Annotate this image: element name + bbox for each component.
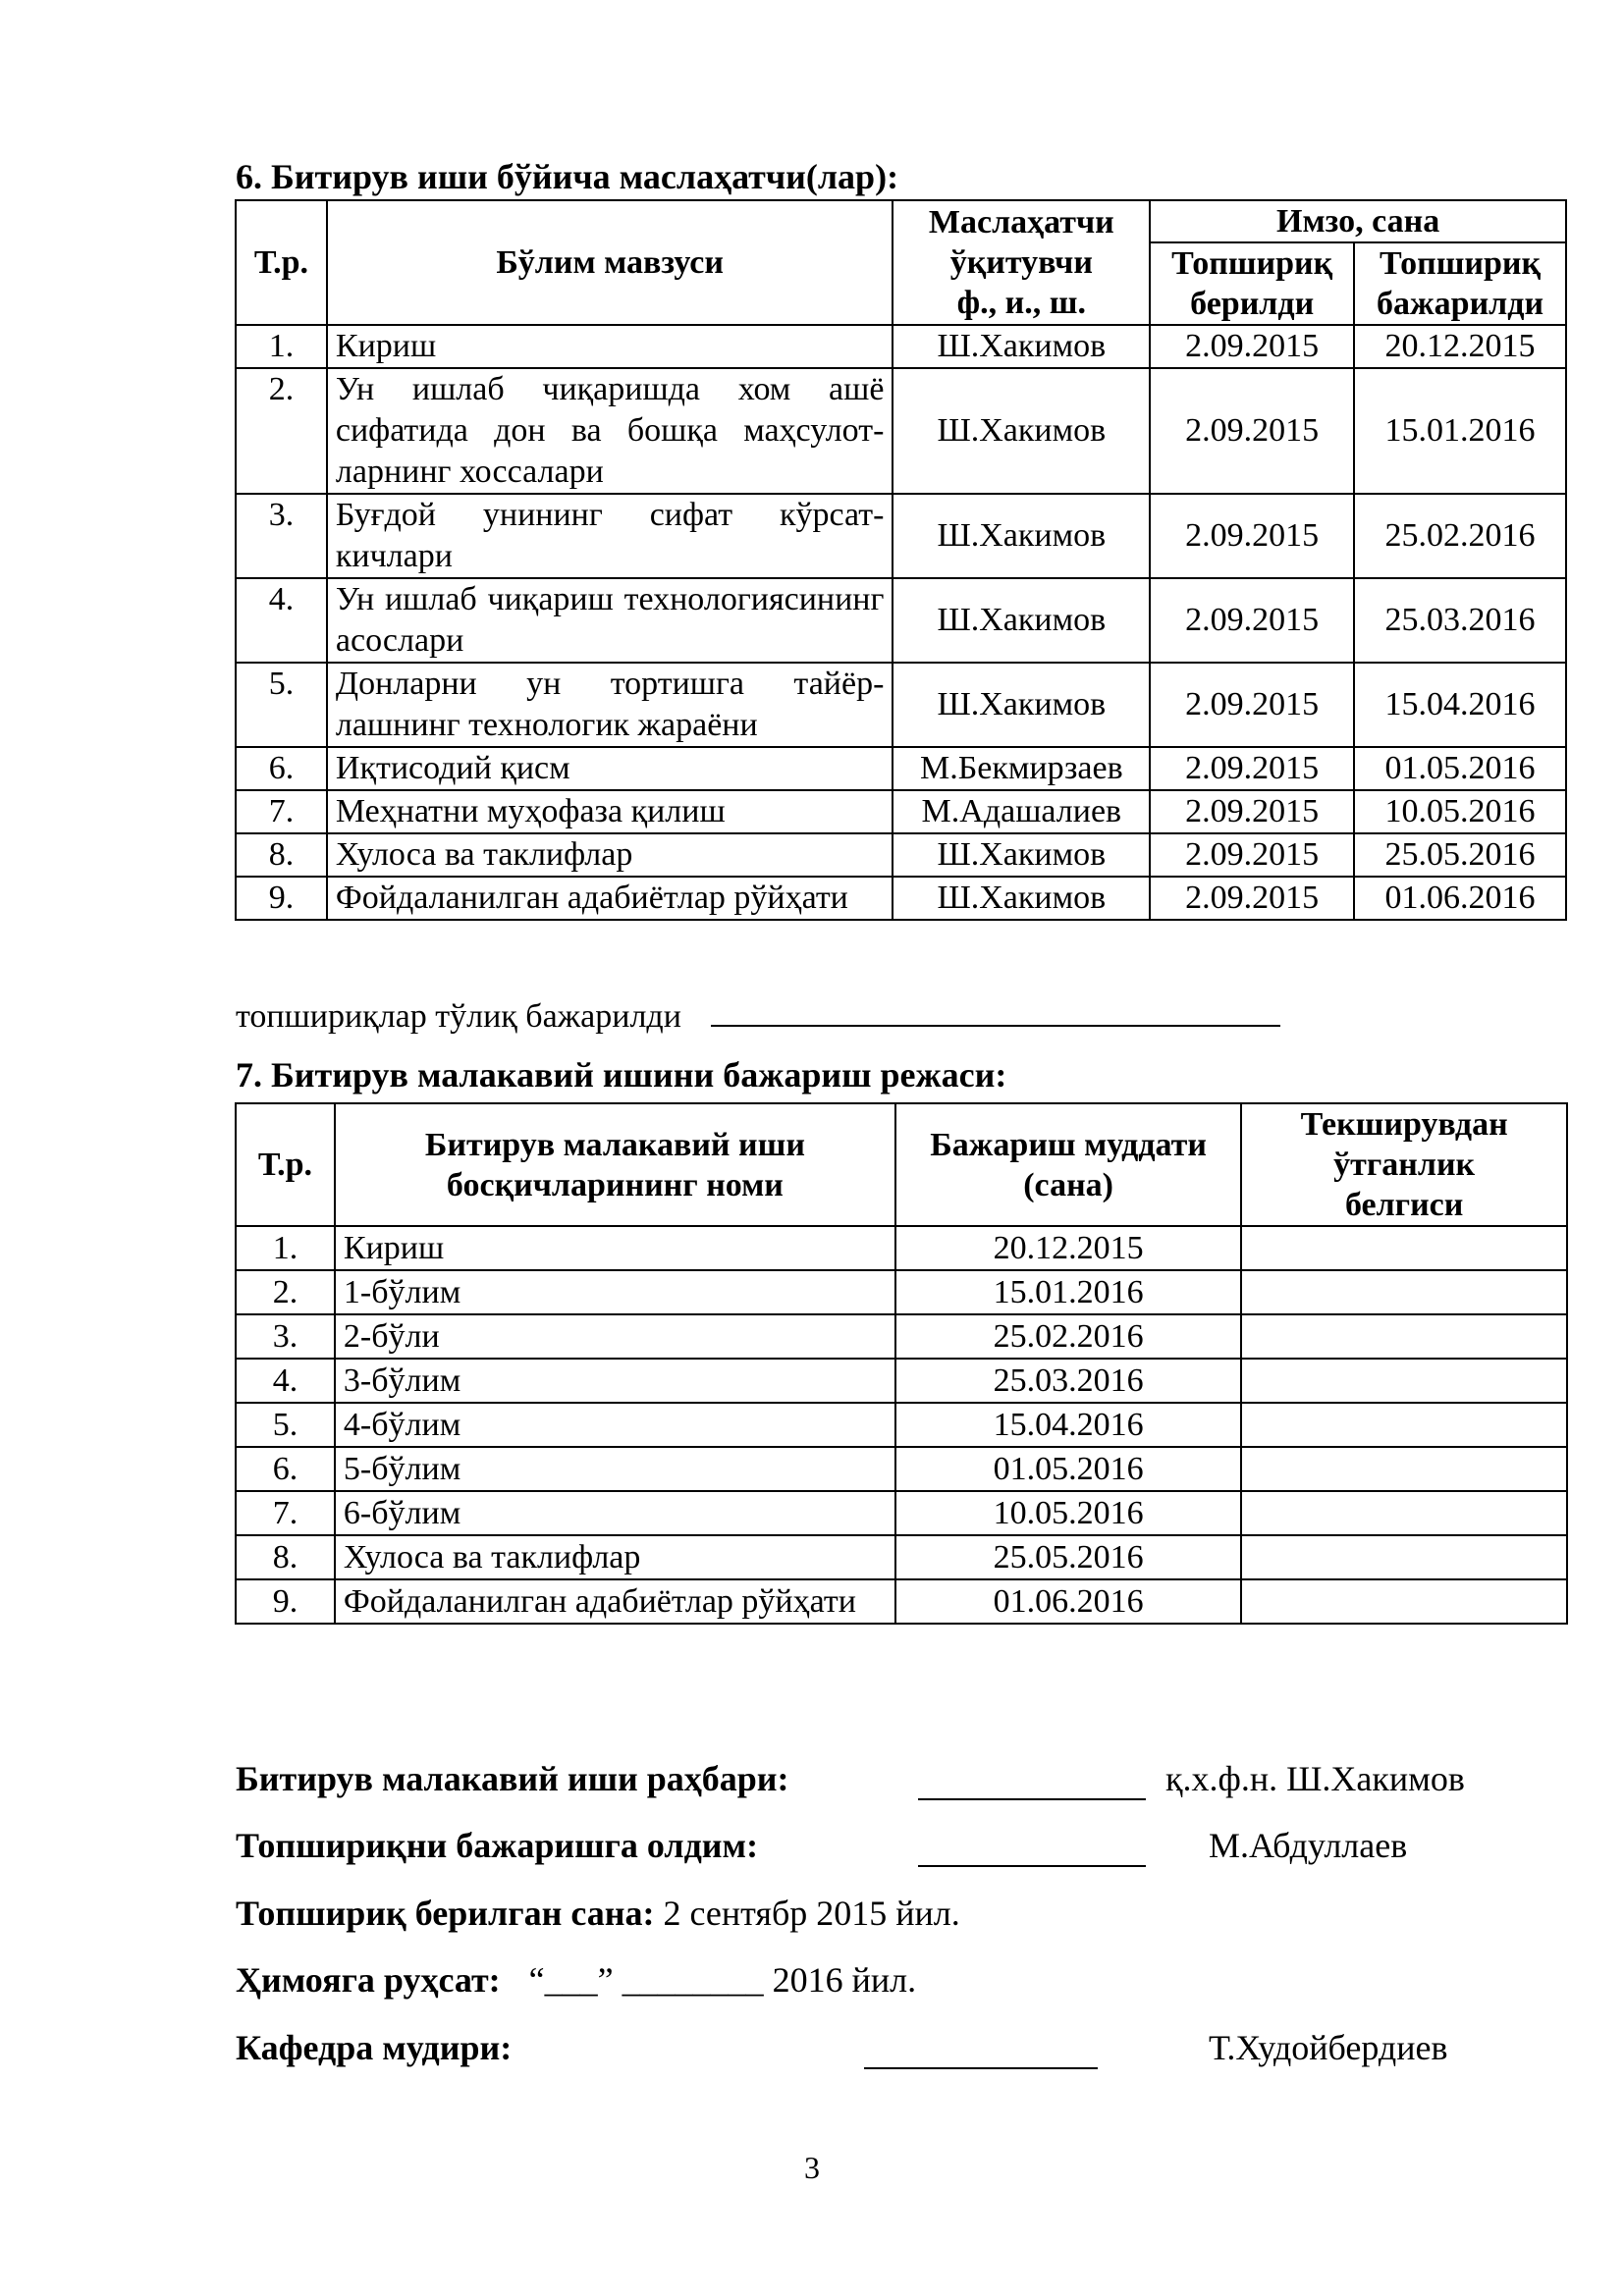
row-done: 25.05.2016 (1354, 833, 1566, 877)
row-num: 4. (236, 578, 327, 663)
row-done: 15.01.2016 (1354, 368, 1566, 494)
header-done: Топшириқ бажарилди (1354, 242, 1566, 325)
table-row (236, 790, 1566, 833)
row-done: 01.05.2016 (1354, 747, 1566, 790)
table-row (236, 578, 1566, 663)
row-given: 2.09.2015 (1150, 578, 1354, 663)
section-6-title: 6. Битирув иши бўйича маслаҳатчи(лар): (236, 157, 899, 196)
table-row (236, 368, 1566, 494)
head-signature-blank (864, 2065, 1098, 2069)
table-row (236, 1579, 1567, 1624)
row-given: 2.09.2015 (1150, 325, 1354, 368)
row-consultant: Ш.Хакимов (893, 494, 1150, 578)
row-deadline: 25.03.2016 (895, 1359, 1241, 1403)
row-consultant: М.Бекмирзаев (893, 747, 1150, 790)
head-name: Т.Худойбердиев (1209, 2028, 1448, 2067)
received-label: Топшириқни бажаришга олдим: (236, 1826, 759, 1865)
table-row (236, 494, 1566, 578)
row-stage: Кириш (335, 1226, 895, 1270)
row-deadline: 15.04.2016 (895, 1403, 1241, 1447)
row-check (1241, 1535, 1567, 1579)
row-topic: Кириш (327, 325, 893, 368)
row-num: 2. (236, 1270, 335, 1314)
row-num: 5. (236, 663, 327, 747)
row-num: 8. (236, 1535, 335, 1579)
completion-note (236, 991, 1280, 1038)
header-deadline: Бажариш муддати (сана) (895, 1103, 1241, 1226)
plan-table (235, 1102, 1568, 1625)
header-check: Текширувдан ўтганлик белгиси (1241, 1103, 1567, 1226)
row-num: 9. (236, 877, 327, 920)
table-row (236, 663, 1566, 747)
row-stage: 1-бўлим (335, 1270, 895, 1314)
issued-date: Топшириқ берилган сана: 2 сентябр 2015 йил. (236, 1894, 960, 1933)
row-done: 01.06.2016 (1354, 877, 1566, 920)
row-deadline: 25.05.2016 (895, 1535, 1241, 1579)
received-name: М.Абдуллаев (1209, 1826, 1408, 1865)
row-consultant: Ш.Хакимов (893, 578, 1150, 663)
row-check (1241, 1359, 1567, 1403)
row-topic: Ун ишлаб чиқариш технологиясининг асослари (327, 578, 893, 663)
row-deadline: 15.01.2016 (895, 1270, 1241, 1314)
row-num: 5. (236, 1403, 335, 1447)
table-row (236, 877, 1566, 920)
table-header-row (236, 200, 1566, 242)
row-stage: Фойдаланилган адабиётлар рўйҳати (335, 1579, 895, 1624)
row-done: 20.12.2015 (1354, 325, 1566, 368)
table-row (236, 1359, 1567, 1403)
row-check (1241, 1491, 1567, 1535)
row-consultant: Ш.Хакимов (893, 833, 1150, 877)
row-check (1241, 1270, 1567, 1314)
row-stage: Хулоса ва таклифлар (335, 1535, 895, 1579)
row-num: 7. (236, 790, 327, 833)
row-deadline: 10.05.2016 (895, 1491, 1241, 1535)
row-stage: 5-бўлим (335, 1447, 895, 1491)
row-given: 2.09.2015 (1150, 494, 1354, 578)
row-consultant: Ш.Хакимов (893, 877, 1150, 920)
row-deadline: 01.06.2016 (895, 1579, 1241, 1624)
header-topic: Бўлим мавзуси (327, 200, 893, 325)
row-num: 1. (236, 325, 327, 368)
row-done: 25.02.2016 (1354, 494, 1566, 578)
row-num: 3. (236, 1314, 335, 1359)
row-num: 7. (236, 1491, 335, 1535)
header-num: Т.р. (236, 1103, 335, 1226)
table-row (236, 1535, 1567, 1579)
row-topic: Ун ишлаб чиқаришда хом ашё сифатида дон ва бошқа маҳсулот-ларнинг хоссалари (327, 368, 893, 494)
row-topic: Хулоса ва таклифлар (327, 833, 893, 877)
row-given: 2.09.2015 (1150, 833, 1354, 877)
row-deadline: 25.02.2016 (895, 1314, 1241, 1359)
table-header-row (236, 1103, 1567, 1226)
header-sign-date: Имзо, сана (1150, 200, 1566, 242)
supervisor-signature-blank (918, 1796, 1146, 1800)
row-stage: 2-бўли (335, 1314, 895, 1359)
header-given: Топшириқ берилди (1150, 242, 1354, 325)
row-consultant: М.Адашалиев (893, 790, 1150, 833)
row-given: 2.09.2015 (1150, 790, 1354, 833)
defense-permission: Ҳимояга руҳсат: “___” ________ 2016 йил. (236, 1960, 917, 2000)
page-number: 3 (804, 2150, 820, 2185)
row-done: 15.04.2016 (1354, 663, 1566, 747)
head-label: Кафедра мудири: (236, 2028, 513, 2067)
row-num: 6. (236, 747, 327, 790)
row-given: 2.09.2015 (1150, 747, 1354, 790)
supervisor-name: қ.х.ф.н. Ш.Хакимов (1165, 1759, 1465, 1798)
row-deadline: 20.12.2015 (895, 1226, 1241, 1270)
row-given: 2.09.2015 (1150, 368, 1354, 494)
table-row (236, 1226, 1567, 1270)
row-topic: Донларни ун тортишга тайёр-лашнинг технологик жараёни (327, 663, 893, 747)
header-consultant: Маслаҳатчи ўқитувчи ф., и., ш. (893, 200, 1150, 325)
row-done: 10.05.2016 (1354, 790, 1566, 833)
section-7-title: 7. Битирув малакавий ишини бажариш режаси: (236, 1055, 1007, 1095)
supervisor-label: Битирув малакавий иши раҳбари: (236, 1759, 789, 1798)
row-topic: Буғдой унининг сифат кўрсат-кичлари (327, 494, 893, 578)
table-row (236, 1314, 1567, 1359)
row-check (1241, 1314, 1567, 1359)
row-num: 9. (236, 1579, 335, 1624)
row-check (1241, 1403, 1567, 1447)
signature-blank (711, 991, 1280, 1027)
row-consultant: Ш.Хакимов (893, 325, 1150, 368)
received-signature-blank (918, 1863, 1146, 1867)
row-num: 6. (236, 1447, 335, 1491)
row-num: 8. (236, 833, 327, 877)
row-topic: Иқтисодий қисм (327, 747, 893, 790)
row-num: 3. (236, 494, 327, 578)
table-row (236, 1491, 1567, 1535)
table-row (236, 747, 1566, 790)
row-consultant: Ш.Хакимов (893, 368, 1150, 494)
row-num: 4. (236, 1359, 335, 1403)
table-row (236, 1403, 1567, 1447)
row-stage: 6-бўлим (335, 1491, 895, 1535)
row-deadline: 01.05.2016 (895, 1447, 1241, 1491)
row-check (1241, 1226, 1567, 1270)
row-done: 25.03.2016 (1354, 578, 1566, 663)
table-row (236, 833, 1566, 877)
row-stage: 4-бўлим (335, 1403, 895, 1447)
completion-note-text: топшириқлар тўлиқ бажарилди (236, 998, 681, 1035)
row-check (1241, 1579, 1567, 1624)
row-num: 2. (236, 368, 327, 494)
row-stage: 3-бўлим (335, 1359, 895, 1403)
header-stage: Битирув малакавий иши босқичларининг номи (335, 1103, 895, 1226)
row-consultant: Ш.Хакимов (893, 663, 1150, 747)
consultants-table (235, 199, 1567, 921)
row-given: 2.09.2015 (1150, 663, 1354, 747)
table-row (236, 325, 1566, 368)
row-topic: Меҳнатни муҳофаза қилиш (327, 790, 893, 833)
table-row (236, 1447, 1567, 1491)
row-given: 2.09.2015 (1150, 877, 1354, 920)
row-topic: Фойдаланилган адабиётлар рўйҳати (327, 877, 893, 920)
row-num: 1. (236, 1226, 335, 1270)
row-check (1241, 1447, 1567, 1491)
header-num: Т.р. (236, 200, 327, 325)
table-row (236, 1270, 1567, 1314)
